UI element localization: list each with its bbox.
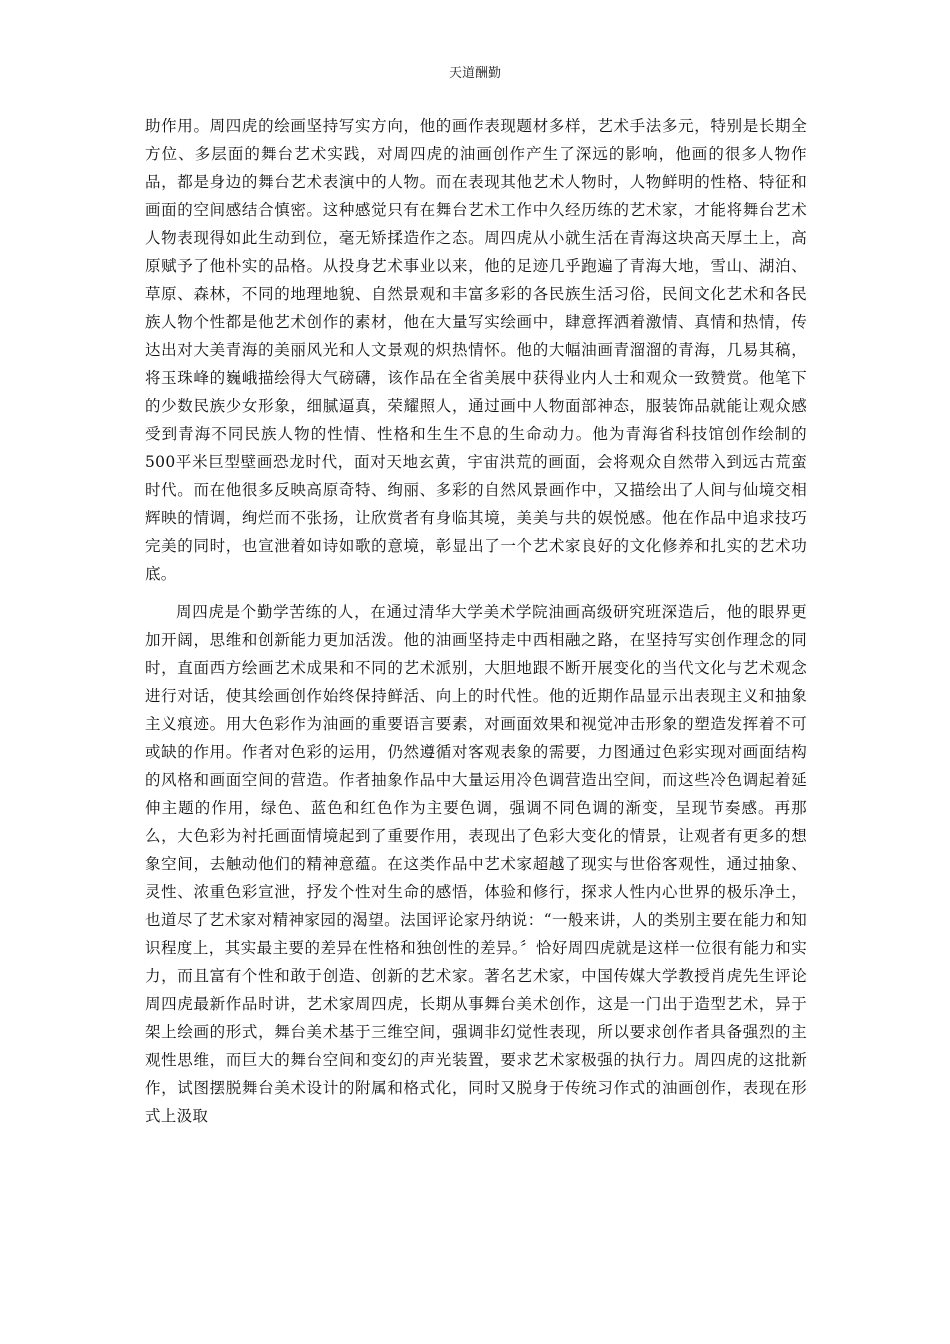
article-body — [145, 112, 807, 1130]
paragraph-2: 周四虎是个勤学苦练的人，在通过清华大学美术学院油画高级研究班深造后，他的眼界更加开阔，思维和创新能力更加活泼。他的油画坚持走中西相融之路，在坚持写实创作理念的同时，直面西方绘画艺术成果和不同的艺术派别，大胆地跟不断开展变化的当代文化与艺术观念进行对话，使其绘画创作始终保持鲜活、向上的时代性。他的近期作品显示出表现主义和抽象主义痕迹。用大色彩作为油画的重要语言要素，对画面效果和视觉冲击形象的塑造发挥着不可或缺的作用。作者对色彩的运用，仍然遵循对客观表象的需要，力图通过色彩实现对画面结构的风格和画面空间的营造。作者抽象作品中大量运用冷色调营造出空间，而这些冷色调起着延伸主题的作用，绿色、蓝色和红色作为主要色调，强调不同色调的渐变，呈现节奏感。再那么，大色彩为衬托画面情境起到了重要作用，表现出了色彩大变化的情景，让观者有更多的想象空间，去触动他们的精神意蕴。在这类作品中艺术家超越了现实与世俗客观性，通过抽象、灵性、浓重色彩宣泄，抒发个性对生命的感悟，体验和修行，探求人性内心世界的极乐净土，也道尽了艺术家对精神家园的渴望。法国评论家丹纳说：“一般来讲，人的类别主要在能力和知识程度上，其实最主要的差异在性格和独创性的差异。〞恰好周四虎就是这样一位很有能力和实力，而且富有个性和敢于创造、创新的艺术家。著名艺术家，中国传媒大学教授肖虎先生评论周四虎最新作品时讲，艺术家周四虎，长期从事舞台美术创作，这是一门出于造型艺术，异于架上绘画的形式，舞台美术基于三维空间，强调非幻觉性表现，所以要求创作者具备强烈的主观性思维，而巨大的舞台空间和变幻的声光装置，要求艺术家极强的执行力。周四虎的这批新作，试图摆脱舞台美术设计的附属和格式化，同时又脱身于传统习作式的油画创作，表现在形式上汲取 — [145, 603, 807, 1125]
paragraph-1: 助作用。周四虎的绘画坚持写实方向，他的画作表现题材多样，艺术手法多元，特别是长期全方位、多层面的舞台艺术实践，对周四虎的油画创作产生了深远的影响，他画的很多人物作品，都是身边的舞台艺术表演中的人物。而在表现其他艺术人物时，人物鲜明的性格、特征和画面的空间感结合慎密。这种感觉只有在舞台艺术工作中久经历练的艺术家，才能将舞台艺术人物表现得如此生动到位，毫无矫揉造作之态。周四虎从小就生活在青海这块高天厚土上，高原赋予了他朴实的品格。从投身艺术事业以来，他的足迹几乎跑遍了青海大地，雪山、湖泊、草原、森林，不同的地理地貌、自然景观和丰富多彩的各民族生活习俗，民间文化艺术和各民族人物个性都是他艺术创作的素材，他在大量写实绘画中，肆意挥洒着激情、真情和热情，传达出对大美青海的美丽风光和人文景观的炽热情怀。他的大幅油画青溜溜的青海，几易其稿，将玉珠峰的巍峨描绘得大气磅礴，该作品在全省美展中获得业内人士和观众一致赞赏。他笔下的少数民族少女形象，细腻逼真，荣耀照人，通过画中人物面部神态，服装饰品就能让观众感受到青海不同民族人物的性情、性格和生生不息的生命动力。他为青海省科技馆创作绘制的500平米巨型壁画恐龙时代，面对天地玄黄，宇宙洪荒的画面，会将观众自然带入到远古荒蛮时代。而在他很多反映高原奇特、绚丽、多彩的自然风景画作中，又描绘出了人间与仙境交相辉映的情调，绚烂而不张扬，让欣赏者有身临其境，美美与共的娱悦感。他在作品中追求技巧完美的同时，也宣泄着如诗如歌的意境，彰显出了一个艺术家良好的文化修养和扎实的艺术功底。 — [145, 117, 807, 583]
page-header-title: 天道酬勤 — [448, 66, 501, 81]
